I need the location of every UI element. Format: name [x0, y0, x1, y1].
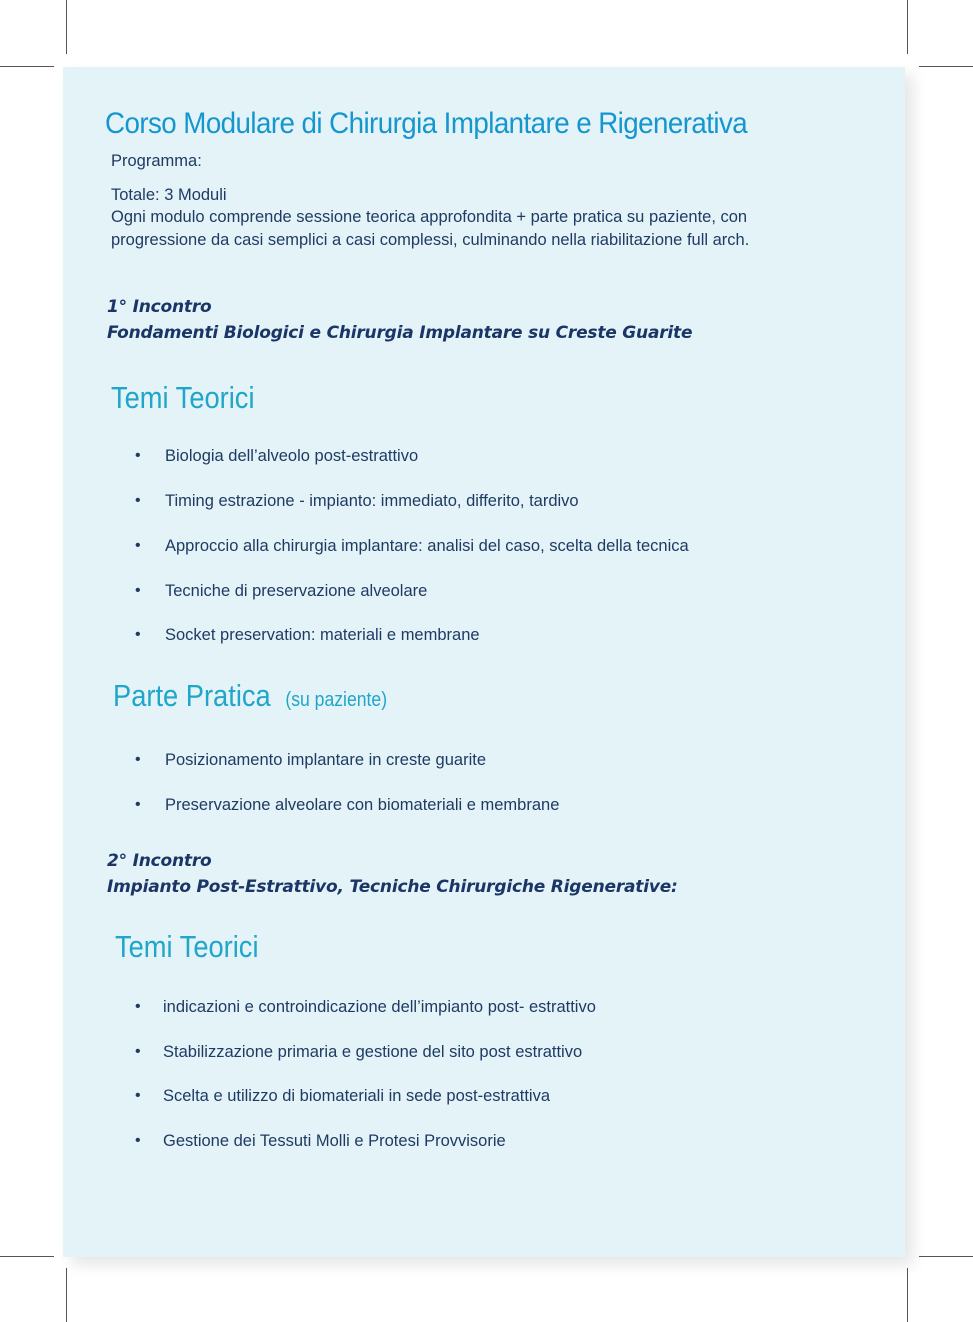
- crop-mark: [919, 1256, 973, 1257]
- crop-mark: [0, 1256, 54, 1257]
- crop-mark: [907, 0, 908, 54]
- crop-mark: [0, 66, 54, 67]
- section-heading: Temi Teorici: [115, 929, 259, 964]
- bullet-icon: •: [135, 492, 141, 509]
- bullet-icon: •: [135, 582, 141, 599]
- list-item: Gestione dei Tessuti Molli e Protesi Provvisorie: [163, 1132, 506, 1150]
- practice-heading: Parte Pratica: [113, 678, 271, 713]
- bullet-icon: •: [135, 1132, 141, 1149]
- course-title: Corso Modulare di Chirurgia Implantare e Rigenerativa: [105, 107, 748, 140]
- list-item: Stabilizzazione primaria e gestione del sito post estrattivo: [163, 1043, 583, 1061]
- meeting-number: 2° Incontro: [107, 851, 212, 871]
- bullet-icon: •: [135, 1087, 141, 1104]
- bullet-icon: •: [135, 537, 141, 554]
- bullet-icon: •: [135, 751, 141, 768]
- section-heading: Temi Teorici: [111, 380, 255, 415]
- list-item: indicazioni e controindicazione dell’impianto post- estrattivo: [163, 998, 596, 1016]
- list-item: Biologia dell’alveolo post-estrattivo: [165, 447, 419, 465]
- list-item: Timing estrazione - impianto: immediato, differito, tardivo: [165, 492, 579, 510]
- list-item: Scelta e utilizzo di biomateriali in sede post-estrattiva: [163, 1087, 551, 1105]
- bullet-icon: •: [135, 626, 141, 643]
- bullet-icon: •: [135, 796, 141, 813]
- meeting-title: Fondamenti Biologici e Chirurgia Implantare su Creste Guarite: [107, 323, 693, 343]
- crop-mark: [907, 1268, 908, 1322]
- section-heading: [113, 678, 387, 714]
- list-item: Preservazione alveolare con biomateriali e membrane: [165, 796, 560, 814]
- list-item: Tecniche di preservazione alveolare: [165, 582, 428, 600]
- practice-note: (su paziente): [285, 689, 388, 711]
- meeting-number: 1° Incontro: [107, 297, 212, 317]
- list-item: Socket preservation: materiali e membrane: [165, 626, 480, 644]
- list-item: Posizionamento implantare in creste guarite: [165, 751, 487, 769]
- crop-mark: [66, 1268, 67, 1322]
- bullet-icon: •: [135, 998, 141, 1015]
- meeting-title: Impianto Post-Estrattivo, Tecniche Chirurgiche Rigenerative:: [107, 877, 678, 897]
- bullet-icon: •: [135, 1043, 141, 1060]
- intro-line: Totale: 3 Moduli: [111, 186, 227, 204]
- program-label: Programma:: [111, 152, 202, 170]
- intro-line: progressione da casi semplici a casi complessi, culminando nella riabilitazione full arch.: [111, 231, 750, 249]
- document-page: [63, 67, 905, 1257]
- crop-mark: [66, 0, 67, 54]
- crop-mark: [919, 66, 973, 67]
- intro-line: Ogni modulo comprende sessione teorica approfondita + parte pratica su paziente, con: [111, 208, 748, 226]
- bullet-icon: •: [135, 447, 141, 464]
- list-item: Approccio alla chirurgia implantare: analisi del caso, scelta della tecnica: [165, 537, 689, 555]
